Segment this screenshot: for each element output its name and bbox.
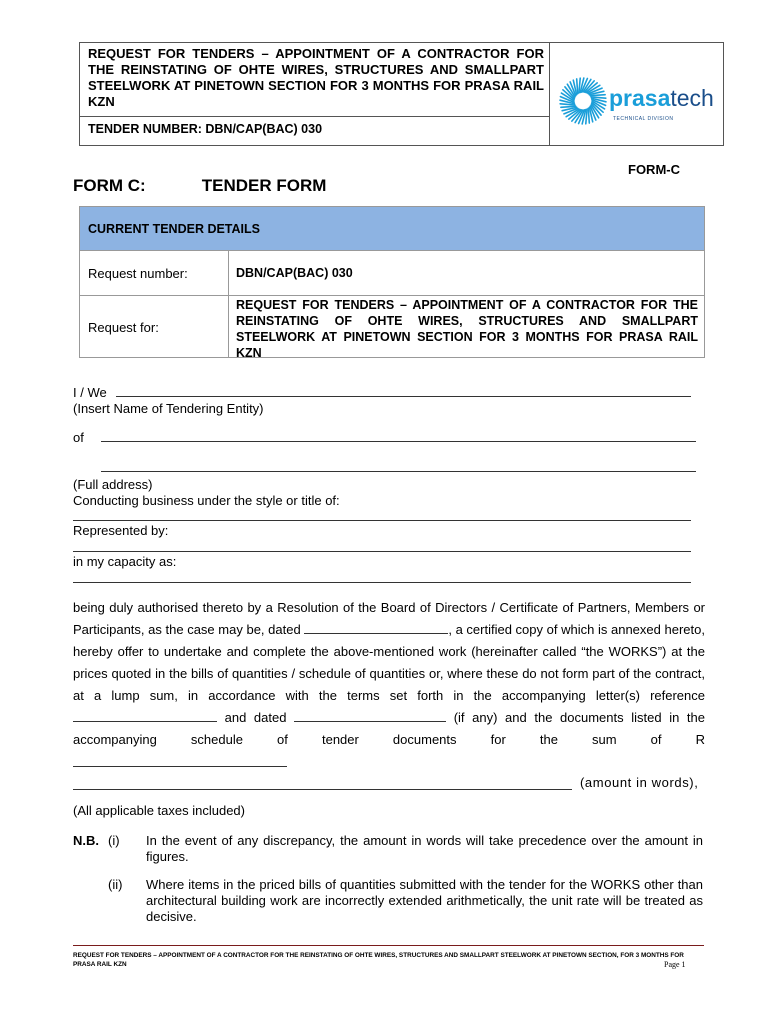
offer-paragraph: being duly authorised thereto by a Resolution of the Board of Directors / Certificate of Partners, Members or Participants, as the case may be, dated , a certified copy of which is annexed hereto, hereby offer to undertake and complete the above-mentioned work (hereinafter called “the WORKS”) at the prices quoted in the bills of quantities / schedule of quantities or, where these do not form part of the contract, at a lump sum, in accordance with the terms set forth in the accompanying letter(s) reference and dated (if any) and the documents listed in the accompanying schedule of tender documents for the sum of R bbox=[73, 600, 706, 747]
business-style-field[interactable] bbox=[73, 520, 691, 521]
nb-item-text: In the event of any discrepancy, the amount in words will take precedence over the amount in figures. bbox=[146, 833, 703, 864]
page-number: Page 1 bbox=[664, 960, 686, 969]
i-we-label: I / We bbox=[73, 385, 107, 400]
form-corner-label: FORM-C bbox=[628, 162, 680, 177]
footer-rule bbox=[73, 945, 704, 946]
of-label: of bbox=[73, 430, 84, 445]
logo-wordmark: prasatech bbox=[609, 85, 714, 111]
form-heading: FORM C: TENDER FORM bbox=[73, 176, 327, 195]
amount-words-label: (amount in words), bbox=[580, 775, 699, 790]
header-divider bbox=[80, 116, 549, 117]
representative-field[interactable] bbox=[73, 551, 691, 552]
request-for-label: Request for: bbox=[88, 320, 159, 335]
prasa-sunburst-icon bbox=[558, 76, 608, 126]
conducting-business-label: Conducting business under the style or title of: bbox=[73, 493, 340, 508]
header-box bbox=[79, 42, 724, 146]
nb-item-text: Where items in the priced bills of quantities submitted with the tender for the WORKS other than architectural building work are incorrectly extended arithmetically, the unit rate will be treated as decisive. bbox=[146, 877, 703, 924]
header-left-cell bbox=[80, 43, 550, 145]
letter-reference-field[interactable] bbox=[73, 709, 217, 722]
logo-subtitle: TECHNICAL DIVISION bbox=[613, 116, 674, 122]
address-field-line2[interactable] bbox=[101, 471, 696, 472]
tendering-entity-field[interactable] bbox=[116, 396, 691, 397]
nb-item-number: (i) bbox=[108, 833, 120, 848]
address-field-line1[interactable] bbox=[101, 441, 696, 442]
amount-figures-field[interactable] bbox=[73, 766, 287, 767]
header-title: REQUEST FOR TENDERS – APPOINTMENT OF A CONTRACTOR FOR THE REINSTATING OF OHTE WIRES, STRUCTURES AND SMALLPART STEELWORK AT PINETOWN SECTION FOR 3 MONTHS FOR PRASA RAIL KZN bbox=[88, 46, 544, 109]
taxes-note: (All applicable taxes included) bbox=[73, 803, 245, 818]
capacity-label: in my capacity as: bbox=[73, 554, 177, 569]
capacity-field[interactable] bbox=[73, 582, 691, 583]
request-number-label: Request number: bbox=[88, 266, 188, 281]
tender-details-table bbox=[79, 206, 705, 358]
full-address-hint: (Full address) bbox=[73, 477, 153, 492]
request-number-value: DBN/CAP(BAC) 030 bbox=[236, 266, 353, 280]
nb-item-number: (ii) bbox=[108, 877, 123, 892]
nb-label: N.B. bbox=[73, 833, 99, 848]
prasa-tech-logo bbox=[554, 43, 724, 145]
amount-words-field[interactable] bbox=[73, 789, 572, 790]
footer-text: REQUEST FOR TENDERS – APPOINTMENT OF A CONTRACTOR FOR THE REINSTATING OF OHTE WIRES, STRUCTURES AND SMALLPART STEELWORK AT PINETOWN SECTION, FOR 3 MONTHS FOR PRASA RAIL KZN bbox=[73, 952, 684, 968]
insert-name-hint: (Insert Name of Tendering Entity) bbox=[73, 401, 264, 416]
request-for-value: REQUEST FOR TENDERS – APPOINTMENT OF A CONTRACTOR FOR THE REINSTATING OF OHTE WIRES, STRUCTURES AND SMALLPART STEELWORK AT PINETOWN SECTION FOR 3 MONTHS FOR PRASA RAIL KZN bbox=[236, 298, 698, 360]
letter-date-field[interactable] bbox=[294, 709, 446, 722]
tender-number: TENDER NUMBER: DBN/CAP(BAC) 030 bbox=[88, 122, 323, 136]
dated-field[interactable] bbox=[304, 621, 448, 634]
represented-by-label: Represented by: bbox=[73, 523, 169, 538]
details-header: CURRENT TENDER DETAILS bbox=[80, 207, 704, 251]
